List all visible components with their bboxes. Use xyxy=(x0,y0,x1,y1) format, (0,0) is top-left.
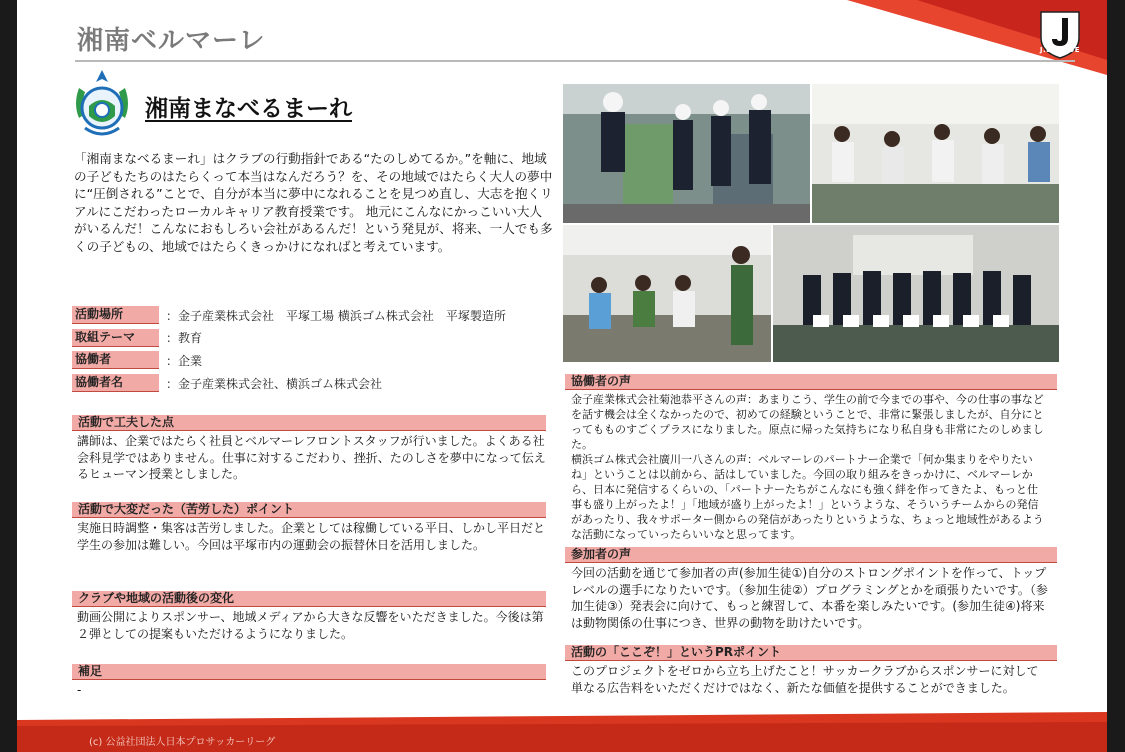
info-value-theme: ：教育 xyxy=(166,331,203,346)
club-name: 湘南ベルマーレ xyxy=(77,26,266,56)
photo-group-certificates xyxy=(773,225,1059,362)
info-row-collaborator-name xyxy=(72,372,552,395)
document-page xyxy=(17,0,1107,752)
jleague-logo-text: J.LEAGUE xyxy=(1039,46,1081,54)
section-body-participant-voice: 今回の活動を通じて参加者の声(参加生徒①)自分のストロングポイントを作って、トップレベルの選手になりたいです。（参加生徒②）プログラミングとかを頑張りたいです。（参加生徒③）発表会に向けて、もっと練習して、本番を楽しみたいです。(参加生徒④)将来は動物関係の仕事につき、世界の動物を助けたいです。 xyxy=(571,566,1048,630)
section-heading-changes: クラブや地域の活動後の変化 xyxy=(72,591,546,607)
section-body-ingenuity: 講師は、企業ではたらく社員とベルマーレフロントスタッフが行いました。よくある社会科見学ではありません。仕事に対するこだわり、挫折、たのしさを夢中になって伝えるヒューマン授業としました。 xyxy=(77,434,546,481)
section-heading-collaborator-voice: 協働者の声 xyxy=(565,374,1057,390)
section-body-changes: 動画公開によりスポンサー、地域メディアから大きな反響をいただきました。今後は第２弾としての提案もいただけるようになりました。 xyxy=(77,610,544,641)
info-row-location xyxy=(72,304,552,327)
section-heading-participant-voice: 参加者の声 xyxy=(565,547,1057,563)
info-label-theme: 取組テーマ xyxy=(72,329,159,347)
project-intro: 「湘南まなべるまーれ」はクラブの行動指針である“たのしめてるか。”を軸に、地域の子どもたちのはたらくって本当はなんだろう？を、その地域ではたらく大人の夢中に“圧倒される”ことで、自分が本当に夢中になれることを見つめ直し、大志を抱くリアルにこだわったローカルキャリア教育授業です。 地元にこんなにかっこいい大人がいるんだ！こんなにおもしろい会社があるんだ！という発見が、将来、一人でも多くの子どもの、地域ではたらくきっかけになればと考えています。 xyxy=(74,151,553,254)
section-heading-pr-point: 活動の「ここぞ！」というPRポイント xyxy=(565,645,1057,661)
section-heading-ingenuity: 活動で工夫した点 xyxy=(72,415,546,431)
info-value-collaborator: ：企業 xyxy=(166,353,203,368)
photo-collage xyxy=(563,84,1059,362)
section-body-pr-point: このプロジェクトをゼロから立ち上げたこと！サッカークラブからスポンサーに対して単なる広告料をいただくだけではなく、新たな価値を提供することができました。 xyxy=(571,664,1039,695)
section-body-supplement: - xyxy=(77,683,82,697)
club-emblem-icon xyxy=(71,68,133,142)
info-label-location: 活動場所 xyxy=(72,306,159,324)
info-label-collaborator: 協働者 xyxy=(72,351,159,369)
project-title: 湘南まなべるまーれ xyxy=(145,96,352,122)
info-label-collaborator-name: 協働者名 xyxy=(72,374,159,392)
info-row-theme xyxy=(72,327,552,350)
photo-classroom-hands-raised xyxy=(812,84,1059,223)
info-value-collaborator-name: ：金子産業株式会社、横浜ゴム株式会社 xyxy=(166,376,383,391)
photo-factory-tour xyxy=(563,84,810,223)
section-heading-difficulties: 活動で大変だった（苦労した）ポイント xyxy=(72,502,546,518)
section-body-difficulties: 実施日時調整・集客は苦労しました。企業としては稼働している平日、しかし平日だと学生の参加は難しい。今回は平塚市内の運動会の振替休日を活用しました。 xyxy=(77,521,546,552)
info-value-location: ：金子産業株式会社 平塚工場 横浜ゴム株式会社 平塚製造所 xyxy=(166,308,506,323)
footer-copyright: (c) 公益社団法人日本プロサッカーリーグ xyxy=(89,737,276,748)
section-heading-supplement: 補足 xyxy=(72,664,546,680)
photo-students-listening xyxy=(563,225,771,362)
info-table xyxy=(72,304,552,394)
info-row-collaborator xyxy=(72,349,552,372)
title-divider xyxy=(75,60,1075,62)
section-body-collaborator-voice: 金子産業株式会社菊池恭平さんの声：あまりこう、学生の前で今までの事や、今の仕事の事などを話す機会は全くなかったので、初めての経験ということで、非常に緊張しましたが、自分にとってもものすごくプラスになりました。原点に帰った気持ちになり私自身も非常にたのしめました。 横浜ゴム株式会社廣川一八さんの声：ベルマーレのパートナー企業で「何か集まりをやりたいね」ということは以前から、話はしていました。今回の取り組みをきっかけに、ベルマーレから、日本に発信するくらいの、「パートナーたちがこんなにも強く絆を作ってきたよ、もっと仕事も盛り上がったよ！」「地域が盛り上がったよ！」というような、そういうチームからの発信があったり、我々サポーター側からの発信があったりというような、ちょっと地域性があるような活動になっていったらいいなと思ってます。 xyxy=(571,393,1044,541)
